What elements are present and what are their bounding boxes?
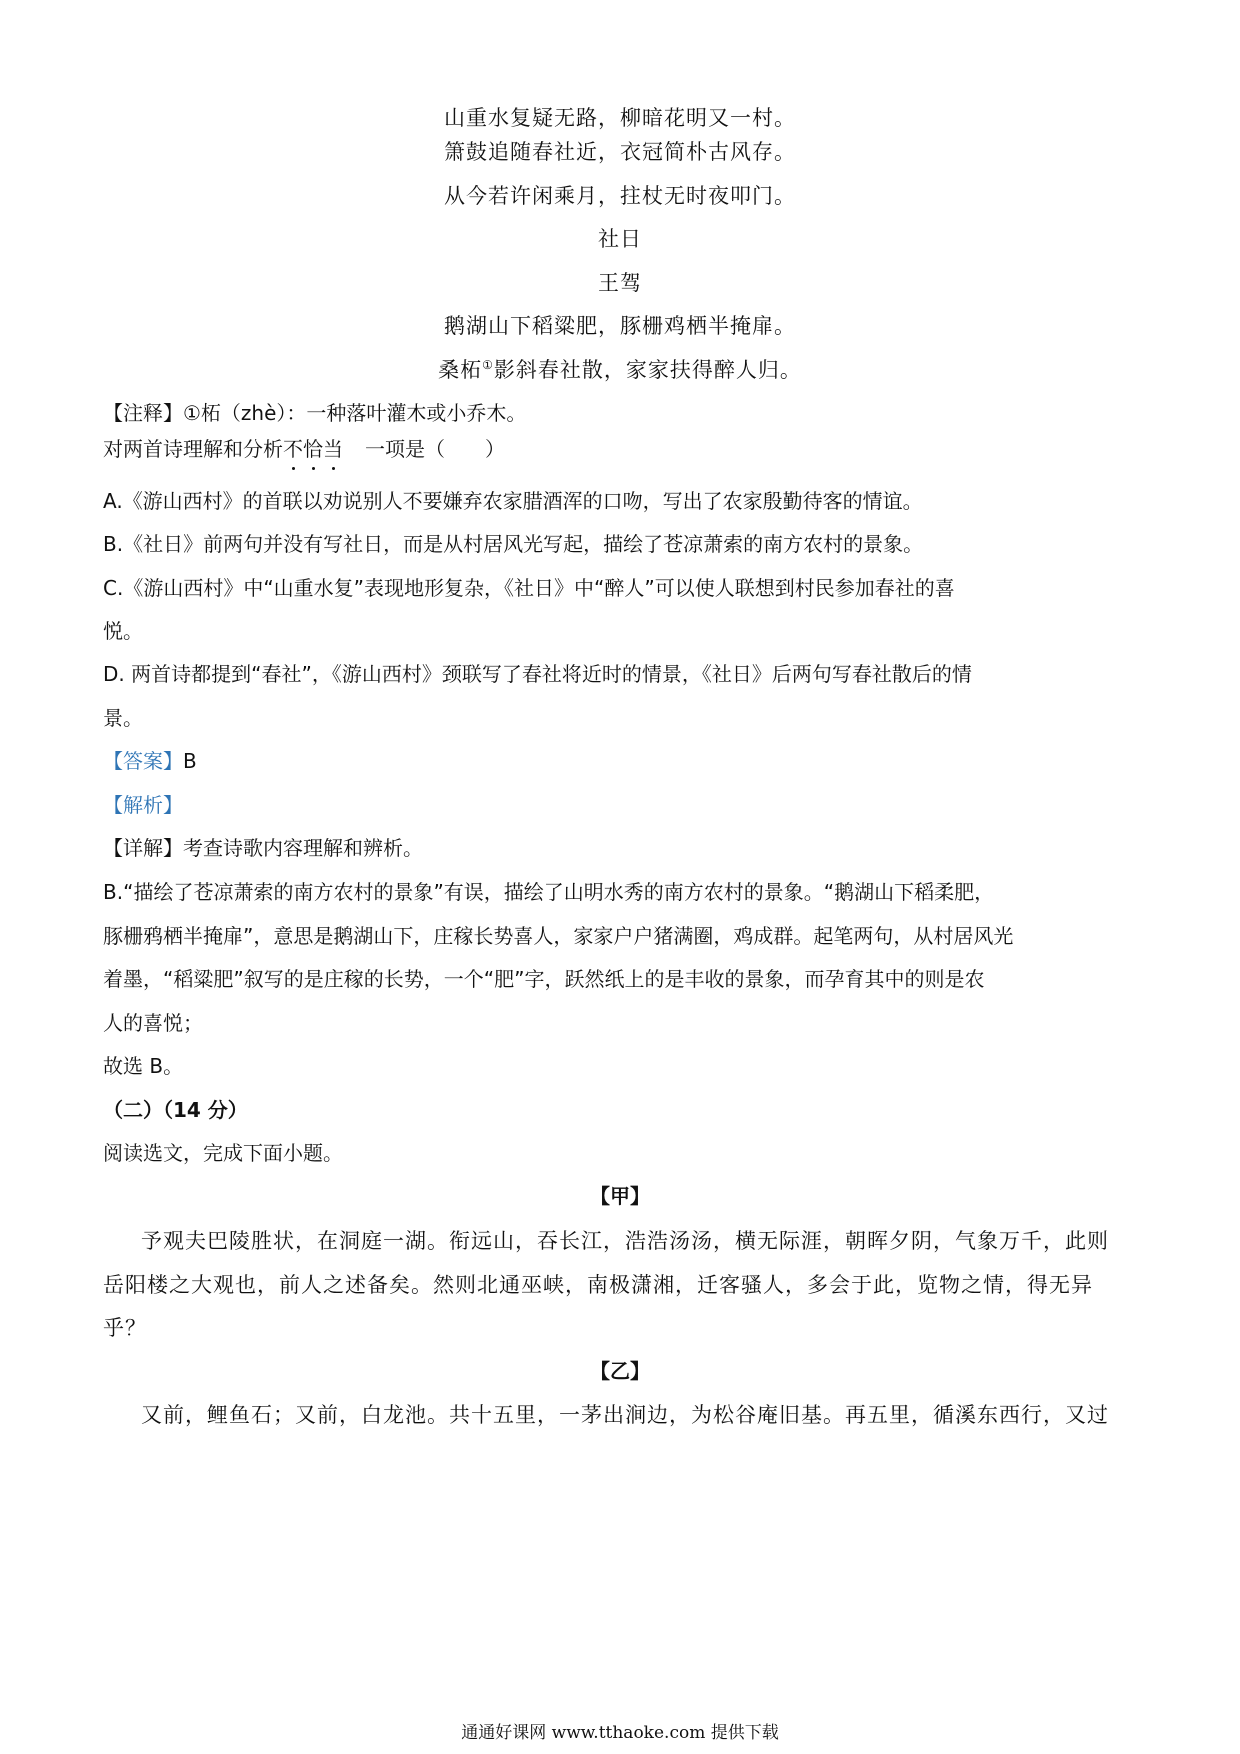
emphasis-char-1: 不 <box>283 434 303 464</box>
option-d-line-1: D. 两首诗都提到“春社”，《游山西村》颈联写了春社将近时的情景，《社日》后两句写春社散后的情 <box>103 662 972 686</box>
section-heading: （二）（14 分） <box>103 1098 248 1122</box>
emphasis-char-2: 恰 <box>303 434 323 464</box>
emphasis-char-3: 当 <box>323 434 343 464</box>
section-instruction: 阅读选文，完成下面小题。 <box>103 1141 343 1165</box>
passage-jia-line-2: 岳阳楼之大观也，前人之述备矣。然则北通巫峡，南极潇湘，迁客骚人，多会于此，览物之情，得无异 <box>103 1273 1093 1297</box>
poem1-line-3: 从今若许闲乘月，拄杖无时夜叩门。 <box>444 184 796 208</box>
poem1-line-1: 山重水复疑无路，柳暗花明又一村。 <box>444 106 796 130</box>
poem2-line-2 <box>0 355 1240 385</box>
question-stem <box>103 434 505 464</box>
answer-value: B <box>183 749 197 773</box>
answer-label: 【答案】 <box>103 749 183 773</box>
option-d-line-2: 景。 <box>103 706 143 730</box>
page-footer: 通通好课网 www.tthaoke.com 提供下载 <box>461 1723 779 1743</box>
detail-line-2: B.“描绘了苍凉萧索的南方农村的景象”有误，描绘了山明水秀的南方农村的景象。“鹅湖山下稻柔肥， <box>103 880 995 904</box>
analysis-label: 【解析】 <box>103 793 183 817</box>
passage-yi-label: 【乙】 <box>590 1359 650 1383</box>
detail-line-3: 豚栅鸦栖半掩扉”，意思是鹅湖山下，庄稼长势喜人，家家户户猪满圈，鸡成群。起笔两句，从村居风光 <box>103 924 1014 948</box>
passage-jia-label: 【甲】 <box>590 1184 650 1208</box>
detail-line-6: 故选 B。 <box>103 1054 184 1078</box>
answer-line <box>103 746 197 776</box>
question-prefix: 对两首诗理解和分析 <box>103 437 283 461</box>
passage-yi-line-1: 又前，鲤鱼石；又前，白龙池。共十五里，一茅出涧边，为松谷庵旧基。再五里，循溪东西行，又过 <box>141 1403 1109 1427</box>
poem1-line-2: 箫鼓追随春社近，衣冠简朴古风存。 <box>444 140 796 164</box>
poem2-author: 王驾 <box>598 271 642 295</box>
option-c-line-1: C.《游山西村》中“山重水复”表现地形复杂，《社日》中“醉人”可以使人联想到村民参加春社的喜 <box>103 576 955 600</box>
detail-line-5: 人的喜悦； <box>103 1011 203 1035</box>
annotation-note: 【注释】①柘（zhè）：一种落叶灌木或小乔木。 <box>103 401 527 425</box>
question-suffix: 一项是（ ） <box>365 437 505 461</box>
option-a: A.《游山西村》的首联以劝说别人不要嫌弃农家腊酒浑的口吻，写出了农家殷勤待客的情谊。 <box>103 489 923 513</box>
option-c-line-2: 悦。 <box>103 619 143 643</box>
poem2-line-2-start: 桑柘 <box>438 358 483 382</box>
passage-jia-line-1: 予观夫巴陵胜状，在洞庭一湖。衔远山，吞长江，浩浩汤汤，横无际涯，朝晖夕阴，气象万千，此则 <box>141 1229 1109 1253</box>
passage-jia-line-3: 乎？ <box>103 1316 147 1340</box>
poem2-title: 社日 <box>598 227 642 251</box>
footnote-marker: ① <box>482 358 494 372</box>
poem2-line-1: 鹅湖山下稻粱肥，豚栅鸡栖半掩扉。 <box>444 314 796 338</box>
option-b: B.《社日》前两句并没有写社日，而是从村居风光写起，描绘了苍凉萧索的南方农村的景象。 <box>103 532 924 556</box>
detail-line-4: 着墨，“稻粱肥”叙写的是庄稼的长势，一个“肥”字，跃然纸上的是丰收的景象，而孕育其中的则是农 <box>103 967 985 991</box>
poem2-line-2-end: 影斜春社散，家家扶得醉人归。 <box>493 358 802 382</box>
detail-line-1: 【详解】考查诗歌内容理解和辨析。 <box>103 836 423 860</box>
